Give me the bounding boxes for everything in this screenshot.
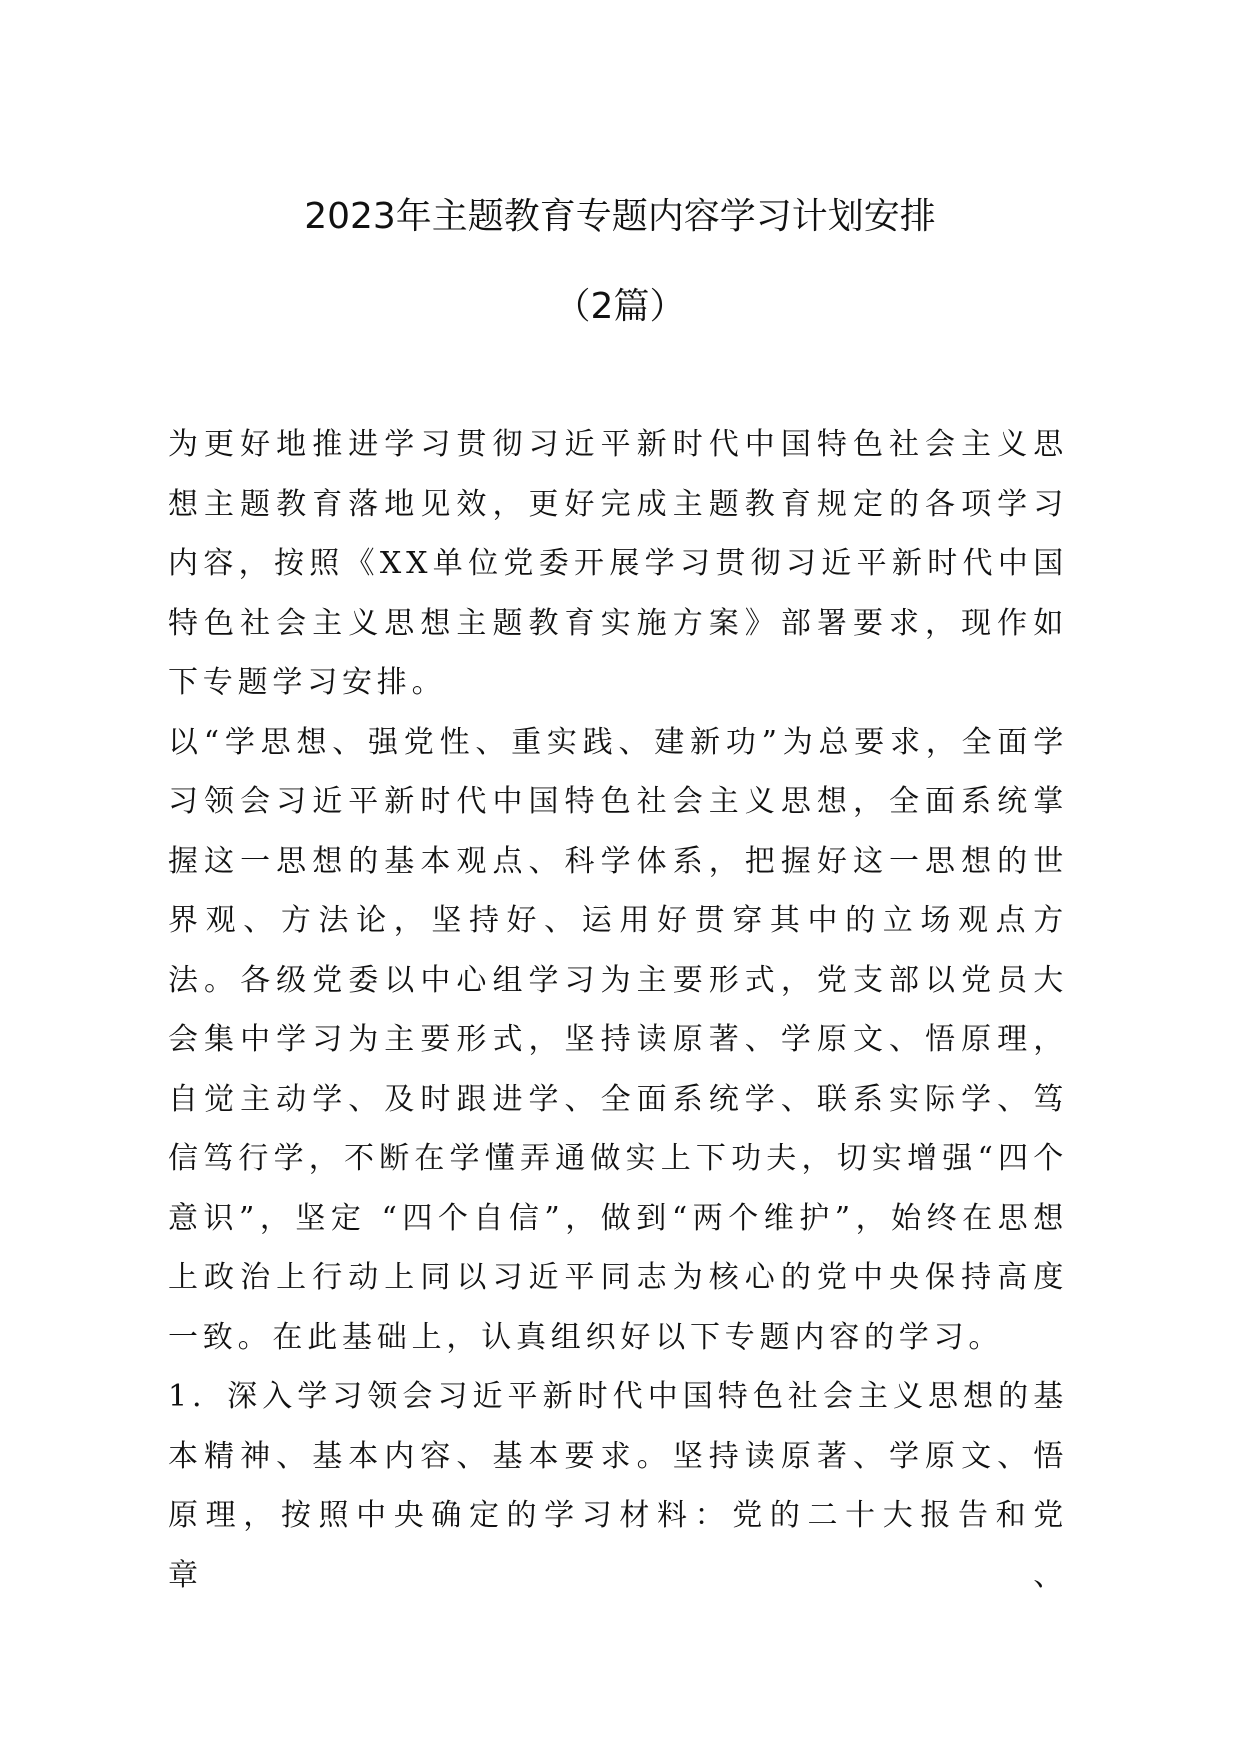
document-subtitle: （2篇） (554, 286, 686, 327)
paragraph-intro: 为更好地推进学习贯彻习近平新时代中国特色社会主义思想主题教育落地见效，更好完成主题教育规定的各项学习内容，按照《XX单位党委开展学习贯彻习近平新时代中国特色社会主义思想主题教育实施方案》部署要求，现作如下专题学习安排。 (168, 427, 1068, 700)
document-title: 2023年主题教育专题内容学习计划安排 (304, 196, 936, 237)
paragraph-item-1: 1．深入学习领会习近平新时代中国特色社会主义思想的基本精神、基本内容、基本要求。坚持读原著、学原文、悟原理，按照中央确定的学习材料：党的二十大报告和党章、 (168, 1379, 1068, 1593)
paragraph-requirements: 以“学思想、强党性、重实践、建新功”为总要求，全面学习领会习近平新时代中国特色社会主义思想，全面系统掌握这一思想的基本观点、科学体系，把握好这一思想的世界观、方法论，坚持好、运用好贯穿其中的立场观点方法。各级党委以中心组学习为主要形式，党支部以党员大会集中学习为主要形式，坚持读原著、学原文、悟原理，自觉主动学、及时跟进学、全面系统学、联系实际学、笃信笃行学，不断在学懂弄通做实上下功夫，切实增强“四个意识”，坚定 “四个自信”，做到“两个维护”，始终在思想上政治上行动上同以习近平同志为核心的党中央保持高度一致。在此基础上，认真组织好以下专题内容的学习。 (168, 724, 1068, 1355)
document-body (168, 415, 1068, 1605)
